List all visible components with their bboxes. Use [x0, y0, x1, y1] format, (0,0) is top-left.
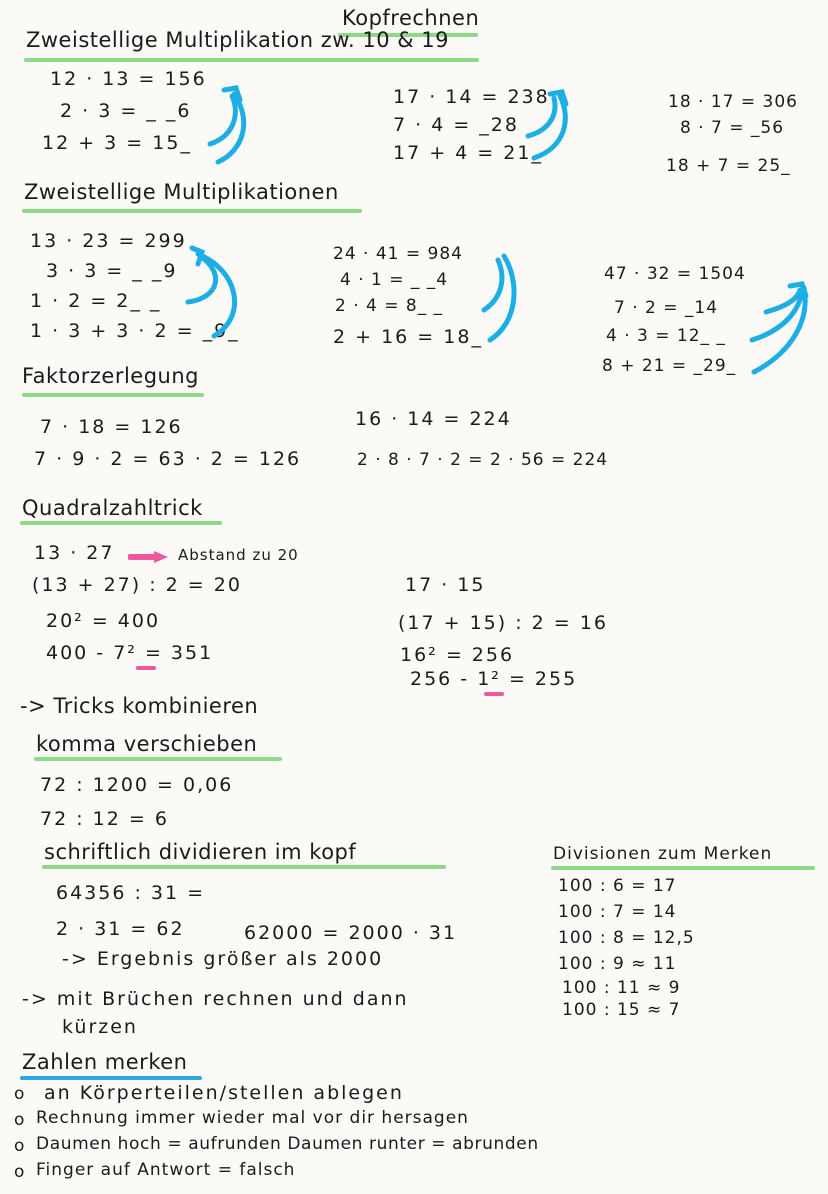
page-title: Kopfrechnen: [342, 6, 480, 30]
s2-ex2-line3: 2 · 4 = 8_ _: [335, 296, 444, 316]
s1-ex2-line3: 17 + 4 = 21_: [393, 142, 543, 164]
s2-ex3-line3: 4 · 3 = 12_ _: [606, 326, 726, 346]
s4-right-line2: (17 + 15) : 2 = 16: [398, 612, 608, 634]
s5-line2: 72 : 12 = 6: [40, 808, 169, 830]
section8-heading: Zahlen merken: [22, 1050, 188, 1074]
s1-ex3-line3: 18 + 7 = 25_: [666, 156, 791, 176]
section2-heading: Zweistellige Multiplikationen: [24, 180, 339, 204]
section4-heading-highlight: [20, 521, 222, 525]
s1-ex1-line1: 12 · 13 = 156: [50, 68, 207, 90]
s1-ex1-line2: 2 · 3 = _ _6: [60, 100, 192, 122]
s1-ex2-line1: 17 · 14 = 238: [393, 86, 550, 108]
section4-heading: Quadralzahltrick: [22, 496, 203, 520]
s7-line2: 100 : 7 = 14: [558, 902, 677, 922]
s8-bullet4: Finger auf Antwort = falsch: [36, 1160, 296, 1180]
s2-ex1-line1: 13 · 23 = 299: [30, 230, 187, 252]
s1-ex2-arrow-icon: [520, 88, 580, 168]
bullet-icon: o: [14, 1110, 26, 1130]
s2-ex2-arrow-icon: [480, 248, 530, 348]
bullet-icon: o: [14, 1136, 26, 1156]
bullet-icon: o: [14, 1162, 26, 1182]
s7-line5: 100 : 11 ≈ 9: [562, 978, 681, 998]
s4-left-line3: 400 - 7² = 351: [46, 642, 214, 664]
s6-aside: 62000 = 2000 · 31: [244, 922, 458, 944]
s8-bullet1: an Körperteilen/stellen ablegen: [44, 1082, 404, 1104]
section5-heading-highlight: [34, 757, 282, 761]
s1-ex2-line2: 7 · 4 = _28: [393, 114, 519, 136]
pink-arrow-icon: [128, 549, 172, 565]
section1-heading-highlight: [24, 58, 479, 62]
s7-line4: 100 : 9 ≈ 11: [558, 954, 677, 974]
s4-left-line1: (13 + 27) : 2 = 20: [32, 574, 242, 596]
s4-left-line2: 20² = 400: [46, 610, 161, 632]
s4-right-line3: 16² = 256: [400, 644, 515, 666]
s2-ex3-line2: 7 · 2 = _14: [614, 298, 719, 318]
section2-heading-highlight: [22, 209, 362, 213]
s5-intro: -> Tricks kombinieren: [20, 694, 259, 718]
s2-ex1-arrow-icon: [178, 240, 248, 350]
s7-line1: 100 : 6 = 17: [558, 876, 677, 896]
s3-right-line2: 2 · 8 · 7 · 2 = 2 · 56 = 224: [357, 450, 609, 470]
s4-line1: 13 · 27: [34, 542, 115, 564]
s5-line1: 72 : 1200 = 0,06: [40, 774, 234, 796]
s2-ex1-line3: 1 · 2 = 2_ _: [30, 290, 162, 312]
s6-line4: -> mit Brüchen rechnen und dann: [22, 988, 409, 1010]
section7-heading-highlight: [551, 866, 815, 870]
s2-ex2-line4: 2 + 16 = 18_: [333, 326, 483, 348]
s2-ex3-line1: 47 · 32 = 1504: [604, 264, 746, 284]
section1-heading: Zweistellige Multiplikation zw. 10 & 19: [26, 28, 450, 52]
section6-heading: schriftlich dividieren im kopf: [44, 840, 357, 864]
section3-heading-highlight: [22, 393, 204, 397]
s1-ex1-arrow-icon: [196, 84, 256, 174]
s6-line1: 64356 : 31 =: [56, 882, 206, 904]
s4-right-line1: 17 · 15: [405, 574, 486, 596]
s1-ex1-line3: 12 + 3 = 15_: [42, 132, 192, 154]
s3-left-line1: 7 · 18 = 126: [40, 416, 183, 438]
s4-left-marker: [136, 666, 156, 670]
s1-ex3-line2: 8 · 7 = _56: [680, 118, 785, 138]
s2-ex1-line4: 1 · 3 + 3 · 2 = _9_: [30, 320, 240, 342]
section7-heading: Divisionen zum Merken: [553, 844, 773, 864]
s8-bullet3: Daumen hoch = aufrunden Daumen runter = abrunden: [36, 1134, 539, 1154]
s7-line6: 100 : 15 ≈ 7: [562, 1000, 681, 1020]
s4-arrow-note: Abstand zu 20: [178, 546, 299, 564]
section6-heading-highlight: [42, 865, 446, 869]
section3-heading: Faktorzerlegung: [22, 364, 200, 388]
s2-ex2-line1: 24 · 41 = 984: [333, 244, 463, 264]
s6-line2: 2 · 31 = 62: [56, 918, 185, 940]
s4-right-marker: [484, 692, 504, 696]
section8-heading-underline: [20, 1076, 202, 1080]
s2-ex1-line2: 3 · 3 = _ _9: [46, 260, 178, 282]
s8-bullet2: Rechnung immer wieder mal vor dir hersagen: [36, 1108, 469, 1128]
s2-ex3-line4: 8 + 21 = _29_: [602, 356, 737, 376]
bullet-icon: o: [14, 1084, 26, 1104]
s2-ex2-line2: 4 · 1 = _ _4: [340, 270, 449, 290]
s1-ex3-line1: 18 · 17 = 306: [668, 92, 798, 112]
section5-heading: komma verschieben: [36, 732, 258, 756]
s6-line5: kürzen: [62, 1016, 138, 1038]
s2-ex3-arrow-icon: [740, 276, 820, 380]
s3-left-line2: 7 · 9 · 2 = 63 · 2 = 126: [34, 448, 302, 470]
s4-right-line4: 256 - 1² = 255: [410, 668, 578, 690]
s7-line3: 100 : 8 = 12,5: [558, 928, 695, 948]
s3-right-line1: 16 · 14 = 224: [355, 408, 512, 430]
s6-line3: -> Ergebnis größer als 2000: [62, 948, 384, 970]
